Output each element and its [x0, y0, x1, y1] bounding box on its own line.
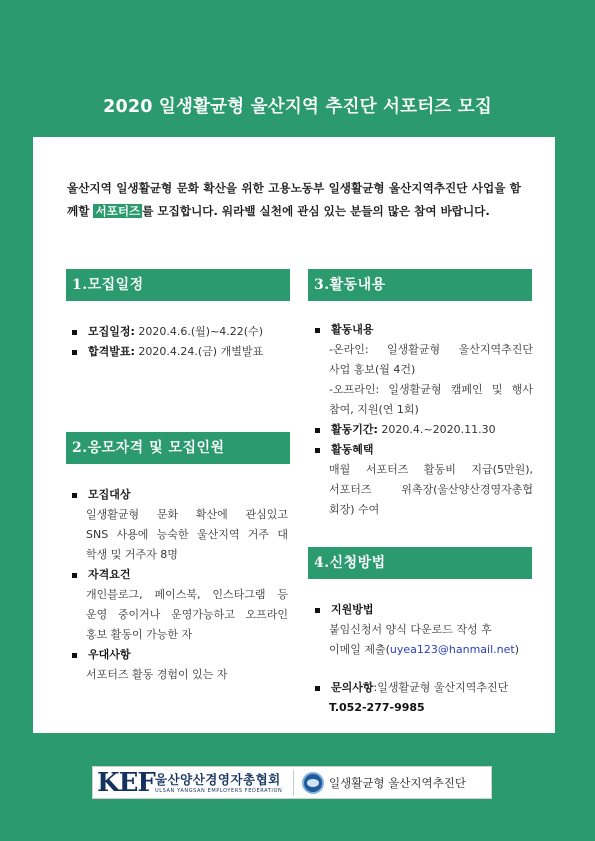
item-line	[309, 640, 533, 660]
email-prefix: 이메일 제출(	[329, 643, 390, 656]
partner-seal-icon	[302, 772, 324, 794]
kef-english-name: ULSAN YANGSAN EMPLOYERS FEDERATION	[155, 788, 283, 794]
intro-text-post: 를 모집합니다. 워라밸 실천에 관심 있는 분들의 많은 참여 바랍니다.	[142, 204, 490, 218]
list-item	[309, 440, 533, 460]
item-key: 우대사항	[88, 648, 131, 661]
item-key: 문의사항	[331, 681, 374, 694]
list-item	[66, 645, 288, 665]
item-line: 서포터즈 활동 경험이 있는 자	[86, 668, 228, 681]
seal-inner	[307, 779, 319, 787]
item-line: -온라인: 일생활균형 울산지역추진단	[329, 343, 533, 356]
intro-paragraph	[67, 177, 521, 223]
email-suffix: )	[514, 643, 520, 656]
item-line: -오프라인: 일생활균형 캠페인 및 행사	[329, 383, 533, 396]
list-item	[309, 320, 533, 340]
item-line: 학생 및 거주자 8명	[86, 548, 178, 561]
list-item	[66, 342, 294, 362]
qualification-list	[66, 485, 288, 685]
section-heading-qualification: 2.응모자격 및 모집인원	[66, 432, 290, 464]
item-key: 지원방법	[331, 603, 374, 616]
item-line: 일생활균형 문화 확산에 관심있고	[86, 508, 288, 521]
intro-text-pre: 울산지역 일생활균형 문화 확산을 위한 고용노동부 일생활균형 울산지역추진단 사업을 함께할	[67, 181, 521, 218]
item-line: 개인블로그, 페이스북, 인스타그램 등	[86, 588, 288, 601]
item-key: 모집대상	[88, 488, 131, 501]
intro-highlight: 서포터즈	[95, 204, 141, 218]
section-heading-activity: 3.활동내용	[308, 269, 532, 301]
item-line: 회장) 수여	[329, 503, 380, 516]
footer-logos	[92, 766, 492, 799]
item-key: 합격발표:	[88, 345, 135, 358]
list-item	[309, 600, 533, 620]
footer-divider	[293, 770, 294, 796]
item-line: 붙임신청서 양식 다운로드 작성 후	[329, 623, 492, 636]
item-value: 2020.4.6.(월)~4.22(수)	[134, 325, 264, 338]
item-line: 사업 홍보(월 4건)	[329, 363, 416, 376]
apply-list	[309, 600, 533, 718]
email-address[interactable]: uyea123@hanmail.net	[389, 643, 515, 656]
item-value: :일생활균형 울산지역추진단	[373, 681, 509, 694]
item-key: 활동혜택	[331, 443, 374, 456]
spacer	[309, 660, 533, 678]
item-key: 활동내용	[331, 323, 374, 336]
item-line: SNS 사용에 능숙한 울산지역 거주 대	[86, 528, 288, 541]
item-line: 참여, 지원(연 1회)	[329, 403, 419, 416]
kef-logo: KEF	[97, 768, 155, 798]
item-line: 운영 중이거나 운영가능하고 오프라인	[86, 608, 288, 621]
list-item	[309, 678, 533, 698]
page-title: 2020 일생활균형 울산지역 추진단 서포터즈 모집	[103, 97, 492, 117]
schedule-list	[66, 322, 294, 362]
phone-number: T.052-277-9985	[329, 701, 425, 714]
list-item	[66, 565, 288, 585]
item-key: 활동기간:	[331, 423, 378, 436]
section-heading-apply: 4.신청방법	[308, 547, 532, 579]
item-value: 2020.4.24.(금) 개별발표	[134, 345, 264, 358]
item-key: 모집일정:	[88, 325, 135, 338]
list-item	[309, 420, 533, 440]
item-line: 홍보 활동이 가능한 자	[86, 628, 193, 641]
item-key: 자격요건	[88, 568, 131, 581]
item-line: 서포터즈 위촉장(울산양산경영자총협	[329, 483, 533, 496]
item-value: 2020.4.~2020.11.30	[377, 423, 496, 436]
section-heading-schedule: 1.모집일정	[66, 269, 290, 301]
kef-name: 울산양산경영자총협회	[155, 772, 281, 787]
item-line: 매월 서포터즈 활동비 지급(5만원),	[329, 463, 533, 476]
list-item	[66, 485, 288, 505]
partner-name: 일생활균형 울산지역추진단	[329, 776, 466, 790]
activity-list	[309, 320, 533, 520]
content-card	[33, 137, 555, 733]
list-item	[66, 322, 294, 342]
